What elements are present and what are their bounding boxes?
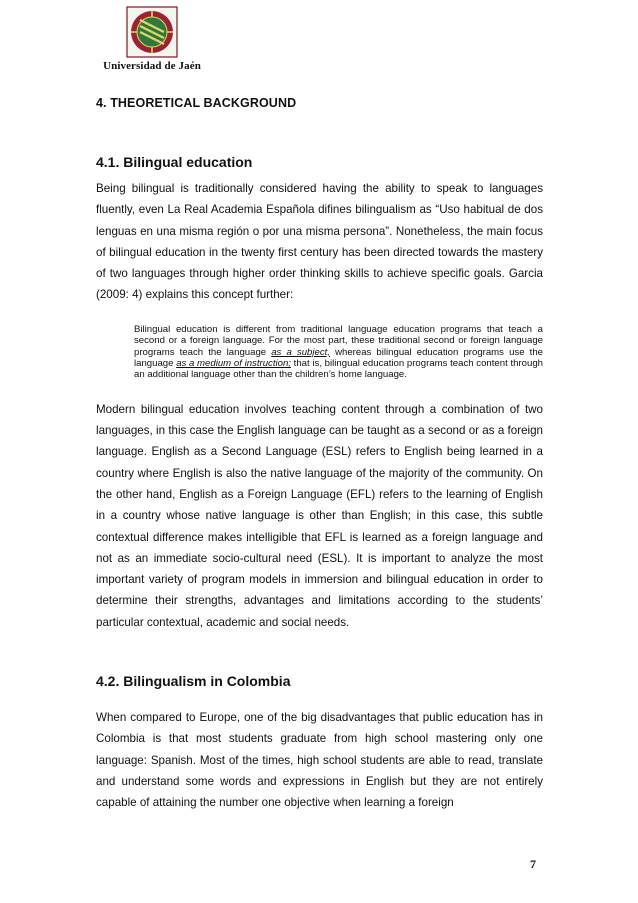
university-seal-icon [126, 6, 178, 58]
paragraph-colombia: When compared to Europe, one of the big disadvantages that public education has in Colombia is that most students graduate from high school mastering only one language: Spanish. Most of the times, high school students are able to read, translate and understand some words and expressions in English but they are not entirely capable of attaining the number one objective when learning a foreign [96, 711, 543, 810]
university-header [92, 6, 212, 72]
quote-text-1: Bilingual education is different from traditional language education programs that teach a second or a foreign language. For the most part, these traditional second or foreign language programs teach the language [134, 323, 543, 358]
block-quote-garcia [134, 324, 543, 381]
section-heading-theoretical-background: 4. THEORETICAL BACKGROUND [96, 96, 297, 110]
quote-text-2: whereas bilingual education programs use the language [134, 346, 543, 369]
quote-emphasis-medium: as a medium of instruction; [176, 358, 291, 369]
paragraph-bilingual-definition: Being bilingual is traditionally considered having the ability to speak to languages fluently, even La Real Academia Española difines bilingualism as “Uso habitual de dos lenguas en una misma región o por una misma persona”. Nonetheless, the main focus of bilingual education in the twenty first century has been directed towards the mastery of two languages through higher order thinking skills to achieve specific goals. Garcia (2009: 4) explains this concept further: [96, 182, 543, 302]
section-heading-bilingualism-colombia: 4.2. Bilingualism in Colombia [96, 673, 291, 690]
page-number: 7 [530, 857, 536, 871]
page-content [96, 96, 543, 814]
quote-text-3: that is, bilingual education programs teach content through an additional language other than the children’s home language. [134, 358, 543, 381]
paragraph-esl-efl: Modern bilingual education involves teaching content through a combination of two languages, in this case the English language can be taught as a second or as a foreign language. English as a Second Language (ESL) refers to English being learned in a country where English is also the native language of the majority of the community. On the other hand, English as a Foreign Language (EFL) refers to the learning of English in a country whose native language is other than English; in this case, this subtle contextual difference makes intelligible that EFL is learned as a foreign language and not as an immediate socio-cultural need (ESL). It is important to analyze the most important variety of program models in immersion and bilingual education in order to determine their strengths, advantages and limitations according to the students’ particular contextual, academic and social needs. [96, 402, 543, 629]
section-heading-bilingual-education: 4.1. Bilingual education [96, 154, 253, 170]
university-name: Universidad de Jaén [103, 60, 201, 72]
quote-emphasis-subject: as a subject, [271, 346, 330, 358]
